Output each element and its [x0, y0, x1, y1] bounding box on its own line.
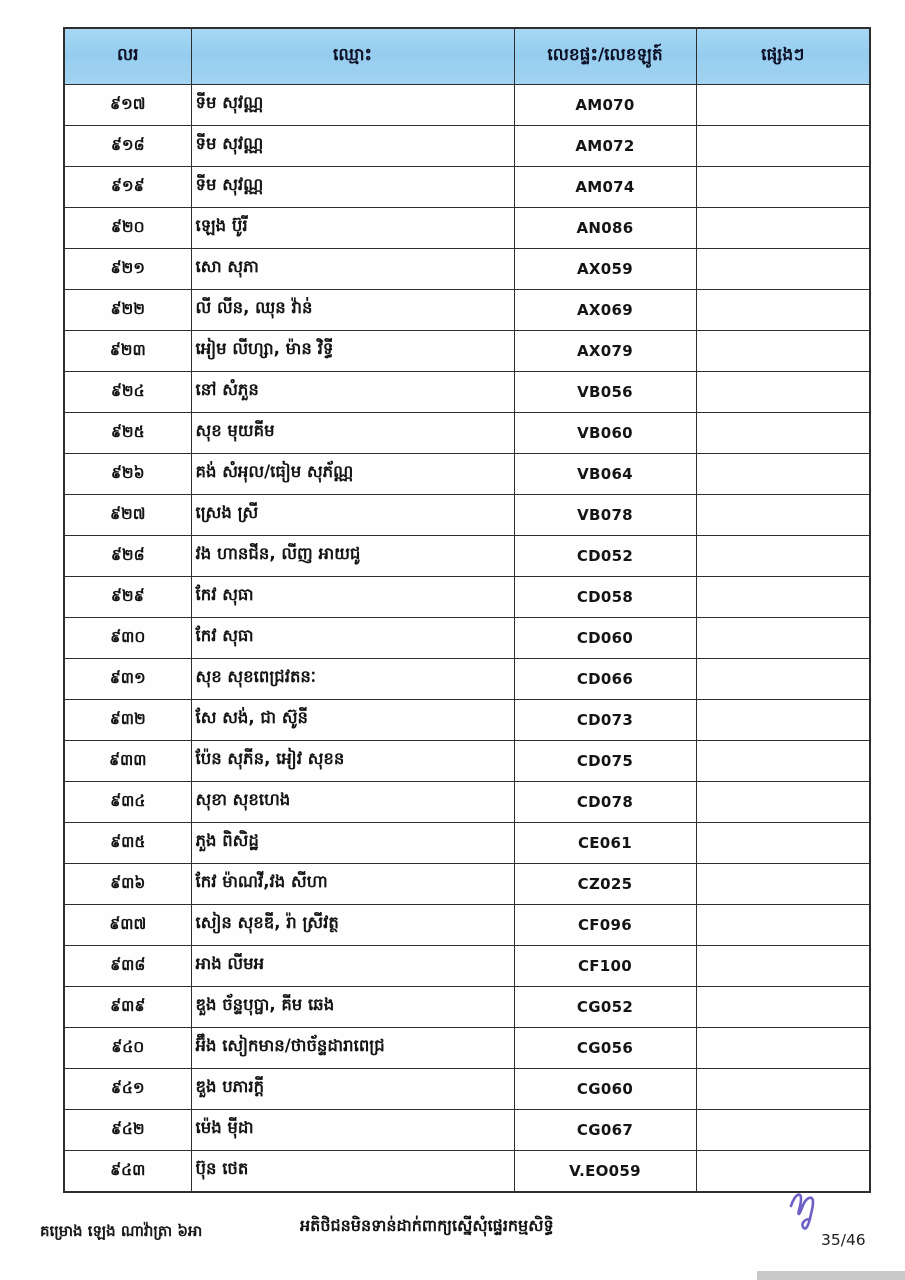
house-lot-code-cell: CG056 — [514, 1028, 696, 1069]
other-cell — [696, 85, 870, 126]
table-row — [64, 454, 870, 495]
table-row — [64, 659, 870, 700]
row-number-cell: ៩២៦ — [64, 454, 191, 495]
name-cell: សៀន សុខឌី, រ៉ា ស្រីវត្ថ — [191, 905, 514, 946]
name-cell: វង ហានជីន, លីញ អាយជូ — [191, 536, 514, 577]
row-number-cell: ៩២៧ — [64, 495, 191, 536]
other-cell — [696, 1069, 870, 1110]
other-cell — [696, 823, 870, 864]
other-cell — [696, 946, 870, 987]
house-lot-code-cell: AX079 — [514, 331, 696, 372]
table-row — [64, 905, 870, 946]
house-lot-code-cell: CD058 — [514, 577, 696, 618]
house-lot-code-cell: AM070 — [514, 85, 696, 126]
scan-edge-artifact — [757, 1271, 905, 1280]
name-cell: លី លីន, ឈុន វ៉ាន់ — [191, 290, 514, 331]
name-cell: សុខ មុយគីម — [191, 413, 514, 454]
table-row — [64, 1151, 870, 1193]
other-cell — [696, 782, 870, 823]
row-number-cell: ៩៣០ — [64, 618, 191, 659]
name-cell: ទីម សុវណ្ណ — [191, 167, 514, 208]
other-cell — [696, 454, 870, 495]
table-row — [64, 577, 870, 618]
table-row — [64, 372, 870, 413]
row-number-cell: ៩៤១ — [64, 1069, 191, 1110]
other-cell — [696, 495, 870, 536]
row-number-cell: ៩២០ — [64, 208, 191, 249]
house-lot-code-cell: VB056 — [514, 372, 696, 413]
other-cell — [696, 1028, 870, 1069]
table-row — [64, 741, 870, 782]
table-row — [64, 864, 870, 905]
table-row — [64, 946, 870, 987]
other-cell — [696, 1151, 870, 1193]
other-cell — [696, 331, 870, 372]
table-row — [64, 85, 870, 126]
name-cell: កែវ សុធា — [191, 577, 514, 618]
name-cell: ឌួង បភារក្តី — [191, 1069, 514, 1110]
other-cell — [696, 741, 870, 782]
row-number-cell: ៩៣៤ — [64, 782, 191, 823]
table-row — [64, 1028, 870, 1069]
row-number-cell: ៩២៨ — [64, 536, 191, 577]
table-row — [64, 536, 870, 577]
name-cell: ឌួង ច័ន្ទបុប្ផា, គីម ឆេង — [191, 987, 514, 1028]
other-cell — [696, 905, 870, 946]
house-lot-code-cell: CD066 — [514, 659, 696, 700]
column-header-house-lot-number: លេខផ្ទះ/លេខឡូត៍ — [514, 28, 696, 85]
name-cell: អៀម លីហ្សា, ម៉ាន វិទ្ធី — [191, 331, 514, 372]
row-number-cell: ៩២៩ — [64, 577, 191, 618]
row-number-cell: ៩៣៨ — [64, 946, 191, 987]
house-lot-code-cell: AM074 — [514, 167, 696, 208]
table-row — [64, 167, 870, 208]
house-lot-code-cell: AX059 — [514, 249, 696, 290]
other-cell — [696, 413, 870, 454]
row-number-cell: ៩២៤ — [64, 372, 191, 413]
house-lot-code-cell: CG060 — [514, 1069, 696, 1110]
row-number-cell: ៩២១ — [64, 249, 191, 290]
row-number-cell: ៩៣៥ — [64, 823, 191, 864]
table-row — [64, 1069, 870, 1110]
table-row — [64, 331, 870, 372]
footer-status-label: អតិថិជនមិនទាន់ដាក់ពាក្យស្នើសុំផ្ទេរកម្មសិទ្ធិ — [300, 1216, 554, 1235]
other-cell — [696, 577, 870, 618]
row-number-cell: ៩៣៧ — [64, 905, 191, 946]
house-lot-code-cell: AM072 — [514, 126, 696, 167]
house-lot-code-cell: VB064 — [514, 454, 696, 495]
name-cell: ម៉េង មុីដា — [191, 1110, 514, 1151]
table-row — [64, 249, 870, 290]
name-cell: សុខ សុខពេជ្រវតនៈ — [191, 659, 514, 700]
row-number-cell: ៩៣៩ — [64, 987, 191, 1028]
row-number-cell: ៩៣៦ — [64, 864, 191, 905]
table-row — [64, 987, 870, 1028]
column-header-other: ផ្សេងៗ — [696, 28, 870, 85]
table-row — [64, 700, 870, 741]
name-cell: កែវ សុធា — [191, 618, 514, 659]
other-cell — [696, 167, 870, 208]
house-lot-code-cell: AX069 — [514, 290, 696, 331]
other-cell — [696, 987, 870, 1028]
house-lot-code-cell: VB078 — [514, 495, 696, 536]
row-number-cell: ៩៣១ — [64, 659, 191, 700]
other-cell — [696, 290, 870, 331]
house-lot-code-cell: CE061 — [514, 823, 696, 864]
table-header — [64, 28, 870, 85]
name-cell: គង់ សំអុល/ធៀម សុភ័ណ្ណ — [191, 454, 514, 495]
table-row — [64, 782, 870, 823]
name-cell: ទីម សុវណ្ណ — [191, 126, 514, 167]
table-body — [64, 85, 870, 1193]
name-cell: អាង លីមអ — [191, 946, 514, 987]
other-cell — [696, 126, 870, 167]
table-header-row — [64, 28, 870, 85]
column-header-number: លរ — [64, 28, 191, 85]
row-number-cell: ៩២៣ — [64, 331, 191, 372]
table-row — [64, 823, 870, 864]
row-number-cell: ៩៤២ — [64, 1110, 191, 1151]
row-number-cell: ៩២៥ — [64, 413, 191, 454]
page-number: 35/46 — [821, 1231, 866, 1249]
row-number-cell: ៩១៨ — [64, 126, 191, 167]
other-cell — [696, 700, 870, 741]
row-number-cell: ៩៣២ — [64, 700, 191, 741]
house-lot-code-cell: CG052 — [514, 987, 696, 1028]
other-cell — [696, 536, 870, 577]
name-cell: ប៉ែន សុភីន, អៀវ សុខន — [191, 741, 514, 782]
other-cell — [696, 208, 870, 249]
table-row — [64, 126, 870, 167]
name-cell: សុខា សុខហេង — [191, 782, 514, 823]
other-cell — [696, 249, 870, 290]
name-cell: ភួង ពិសិដ្ឋ — [191, 823, 514, 864]
other-cell — [696, 372, 870, 413]
other-cell — [696, 1110, 870, 1151]
row-number-cell: ៩១៧ — [64, 85, 191, 126]
house-lot-code-cell: VB060 — [514, 413, 696, 454]
house-lot-code-cell: CD078 — [514, 782, 696, 823]
table-row — [64, 290, 870, 331]
row-number-cell: ៩៤៣ — [64, 1151, 191, 1193]
house-lot-code-cell: CZ025 — [514, 864, 696, 905]
house-lot-code-cell: CD075 — [514, 741, 696, 782]
other-cell — [696, 864, 870, 905]
name-cell: សែ សង់, ជា ស៊ូនី — [191, 700, 514, 741]
name-cell: ទីម សុវណ្ណ — [191, 85, 514, 126]
customer-roster-table — [63, 27, 871, 1193]
table-row — [64, 413, 870, 454]
house-lot-code-cell: AN086 — [514, 208, 696, 249]
table-row — [64, 495, 870, 536]
row-number-cell: ៩៤០ — [64, 1028, 191, 1069]
other-cell — [696, 618, 870, 659]
house-lot-code-cell: CG067 — [514, 1110, 696, 1151]
name-cell: កែវ ម៉ាណវី,វង សីហា — [191, 864, 514, 905]
table-row — [64, 208, 870, 249]
house-lot-code-cell: CD052 — [514, 536, 696, 577]
row-number-cell: ៩៣៣ — [64, 741, 191, 782]
name-cell: ស្រេង ស្រី — [191, 495, 514, 536]
house-lot-code-cell: CD060 — [514, 618, 696, 659]
other-cell — [696, 659, 870, 700]
name-cell: ឡេង ប៊ូរី — [191, 208, 514, 249]
house-lot-code-cell: CD073 — [514, 700, 696, 741]
name-cell: ប៊ុន ថេត — [191, 1151, 514, 1193]
house-lot-code-cell: CF100 — [514, 946, 696, 987]
table-row — [64, 618, 870, 659]
column-header-name: ឈ្មោះ — [191, 28, 514, 85]
row-number-cell: ៩២២ — [64, 290, 191, 331]
house-lot-code-cell: V.EO059 — [514, 1151, 696, 1193]
row-number-cell: ៩១៩ — [64, 167, 191, 208]
name-cell: នៅ សំភួន — [191, 372, 514, 413]
footer-project-label: គម្រោង ឡេង ណាវ៉ាត្រា ៦អា — [40, 1222, 203, 1240]
name-cell: សោ សុភា — [191, 249, 514, 290]
house-lot-code-cell: CF096 — [514, 905, 696, 946]
name-cell: អ៊ឹង សៀកមាន/ថាច័ន្ទដារាពេជ្រ — [191, 1028, 514, 1069]
table-row — [64, 1110, 870, 1151]
